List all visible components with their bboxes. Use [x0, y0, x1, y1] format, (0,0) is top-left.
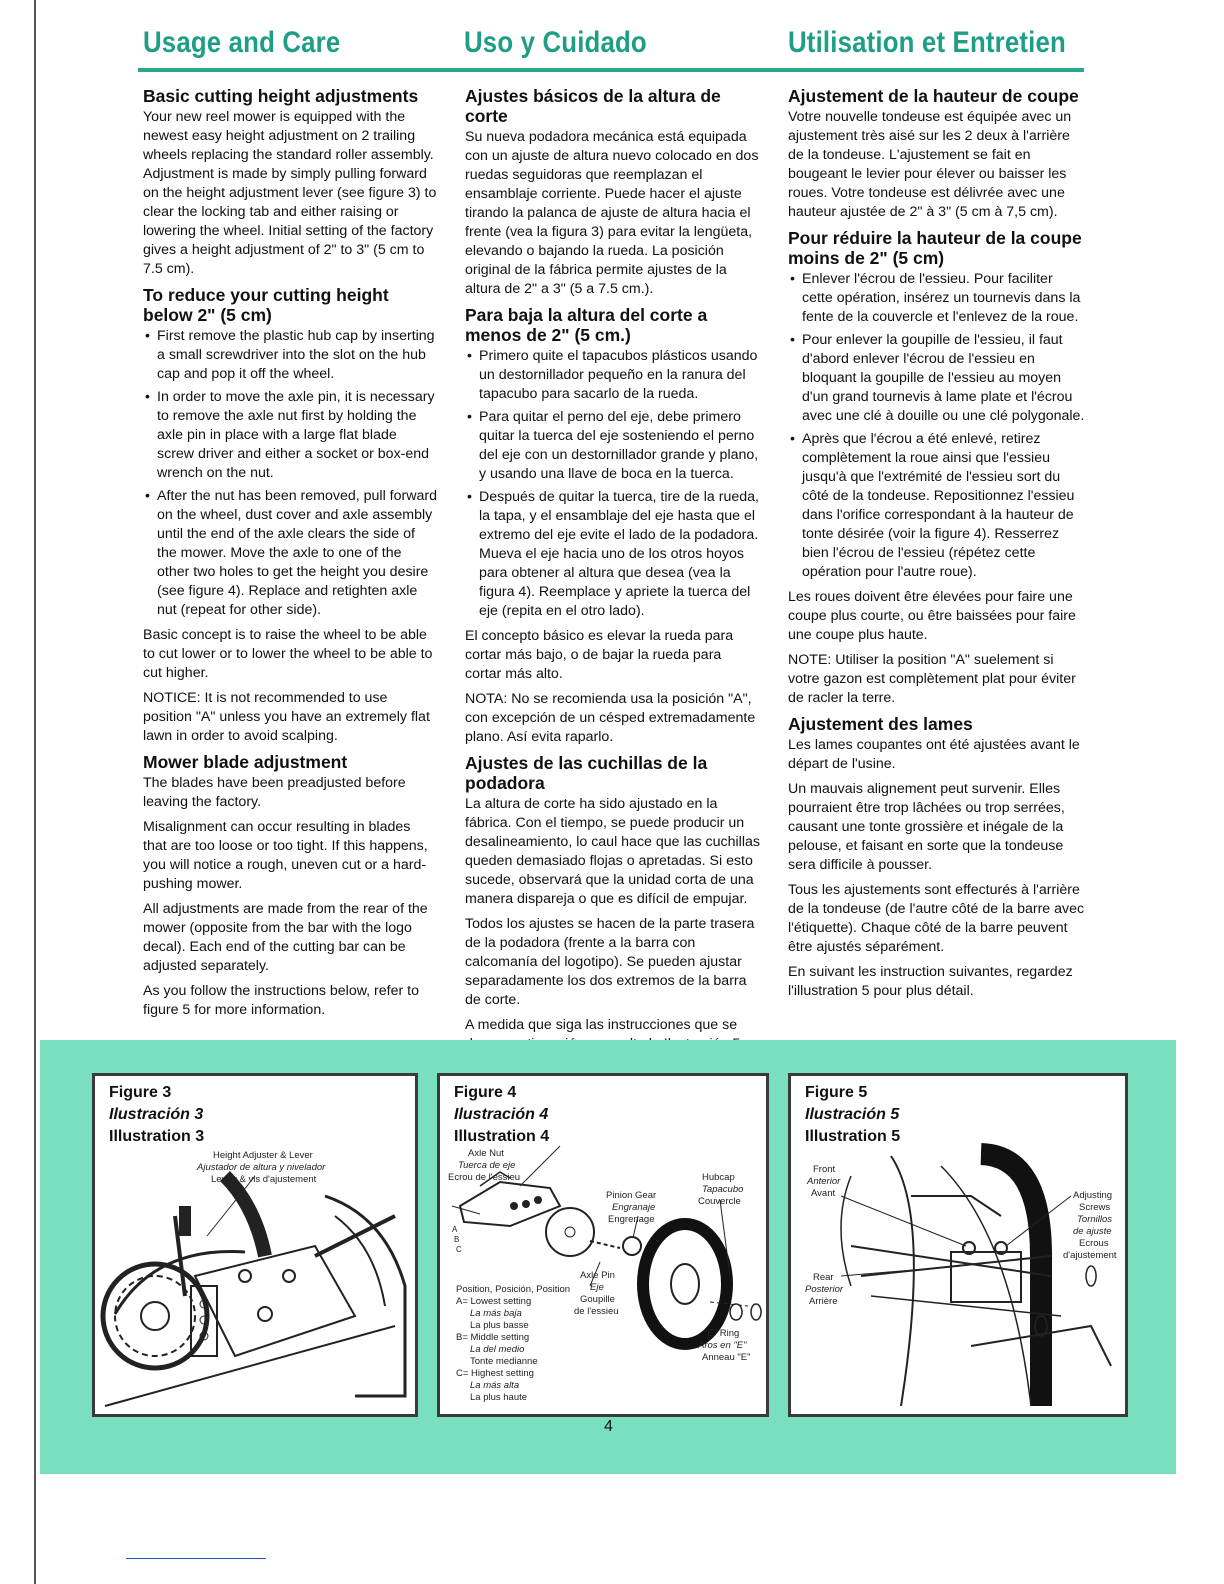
label-axle-pin-es: Eje [590, 1282, 604, 1293]
list-item: • Pour enlever la goupille de l'essieu, il faut d'abord enlever l'écrou de l'essieu en bloquant la goupille de l'essieu au moyen d'un grand tournevis à lame plate et l'écrou avec une clé à douille ou une clé polygonale. [802, 331, 1086, 426]
bullet-list [143, 327, 437, 620]
paragraph: Votre nouvelle tondeuse est équipée avec un ajustement très aisé sur les 2 deux à l'arrière de la tondeuse. L'ajustement se fait en bougeant le levier pour élever ou baisser les roues. Votre tondeuse est délivrée avec une hauteur ajustée de 2" à 3" (5 cm à 7,5 cm). [788, 109, 1072, 220]
label-position-a-es: La más baja [470, 1308, 522, 1319]
heading: Ajustes básicos de la altura de corte [465, 86, 721, 126]
paragraph: La altura de corte ha sido ajustado en la fábrica. Con el tiempo, se puede producir un desalineamiento, lo caul hace que las cuchillas queden demasiado flojas o apretadas. Si esto sucede, observará que la unidad corta de una manera dispareja o que es difícil de empujar. [465, 796, 760, 907]
list-item: • After the nut has been removed, pull forward on the wheel, dust cover and axle assembly until the end of the axle clears the side of the mower. Move the axle to one of the other two holes to get the height you desire (see figure 4). Replace and retighten axle nut (repeat for other side). [157, 487, 437, 620]
label-adjusting-screws-fr: Ecrous [1079, 1238, 1109, 1249]
header-english: Usage and Care [143, 26, 341, 59]
label-hubcap-es: Tapacubo [702, 1184, 744, 1195]
label-height-adjuster: Height Adjuster & Lever [213, 1150, 313, 1161]
figure-title: Figure 5 [805, 1084, 868, 1101]
paragraph: NOTA: No se recomienda usa la posición "A", con excepción de un césped extremadamente plano. Así evita raparlo. [465, 691, 756, 745]
paragraph: Todos los ajustes se hacen de la parte trasera de la podadora (frente a la barra con calcomanía del logotipo). Se pueden ajustar separadamente los dos extremos de la barra de corte. [465, 916, 755, 1008]
list-item: • Después de quitar la tuerca, tire de la rueda, la tapa, y el ensamblaje del eje hasta que el extremo del eje evite el lado de la podadora. Mueva el eje hacia uno de los otros hoyos para obtener al altura que desea (vea la figura 4). Reemplace y apriete la tuerca del eje (repita en el otro lado). [479, 488, 761, 621]
label-adjusting-screws-es: Tornillos [1077, 1214, 1113, 1225]
label-hubcap: Hubcap [702, 1172, 735, 1183]
bullet-list [465, 347, 761, 621]
figure-title-fr: Illustration 5 [805, 1128, 901, 1145]
heading: Mower blade adjustment [143, 752, 348, 772]
label-axle-nut-es: Tuerca de eje [458, 1160, 516, 1171]
label-axle-pin: Axle Pin [580, 1270, 615, 1281]
figure-title: Figure 3 [109, 1084, 172, 1101]
label-hole-b: B [454, 1235, 460, 1244]
paragraph: El concepto básico es elevar la rueda para cortar más bajo, o de bajar la rueda para cortar más alto. [465, 628, 734, 682]
heading: Para baja la altura del corte a menos de 2" (5 cm.) [465, 305, 708, 345]
footer-underline [126, 1558, 266, 1559]
bullet-list [788, 270, 1086, 582]
list-item: • Après que l'écrou a été enlevé, retirez complètement la roue ainsi que l'essieu jusqu'à que l'extrémité de l'essieu sort du côté de la tondeuse. Repositionnez l'essieu dans l'orifice correspondant à la hauteur de tonte désirée (voir la figure 4). Resserrez bien l'écrou de l'essieu (répétez cette opération pour l'autre roue). [802, 430, 1086, 582]
paragraph: En suivant les instruction suivantes, regardez l'illustration 5 pour plus détail. [788, 964, 1073, 999]
column-english [143, 86, 437, 1026]
label-rear-fr: Arrière [809, 1296, 838, 1307]
paragraph: As you follow the instructions below, refer to figure 5 for more information. [143, 983, 420, 1018]
paragraph: All adjustments are made from the rear of the mower (opposite from the bar with the logo decal). Each end of the cutting bar can be adjusted separately. [143, 901, 428, 974]
heading: Pour réduire la hauteur de la coupe moins de 2" (5 cm) [788, 228, 1082, 268]
header-french: Utilisation et Entretien [788, 26, 1066, 59]
paragraph: The blades have been preadjusted before leaving the factory. [143, 775, 406, 810]
label-position-b-fr: Tonte medianne [470, 1356, 538, 1367]
label-rear: Rear [813, 1272, 834, 1283]
figure-title-es: Ilustración 5 [805, 1106, 900, 1123]
label-position-c: C= Highest setting [456, 1368, 534, 1379]
figure-3 [92, 1073, 418, 1417]
list-item: • Enlever l'écrou de l'essieu. Pour faciliter cette opération, insérez un tournevis dans la fente de la couvercle et l'enlevez de la roue. [802, 270, 1086, 327]
header-rule [138, 68, 1084, 72]
heading: Ajustement de la hauteur de coupe [788, 86, 1079, 106]
column-spanish [465, 86, 761, 1079]
label-e-ring-es: Aros en "E" [698, 1340, 747, 1351]
label-axle-pin-fr-2: de l'essieu [574, 1306, 619, 1317]
paragraph: Les roues doivent être élevées pour faire une coupe plus courte, ou être baissées pour faire une coupe plus haute. [788, 589, 1076, 643]
label-rear-es: Posterior [805, 1284, 844, 1295]
figure-4 [437, 1073, 769, 1417]
label-hole-c: C [456, 1245, 462, 1254]
label-e-ring: "E" Ring [704, 1328, 740, 1339]
label-position-b: B= Middle setting [456, 1332, 530, 1343]
figure-title-fr: Illustration 4 [454, 1128, 550, 1145]
list-item: • Para quitar el perno del eje, debe primero quitar la tuerca del eje sosteniendo el perno del eje con un destornillador grande y plano, y usando una llave de boca en la tuerca. [479, 408, 761, 484]
label-axle-pin-fr: Goupille [580, 1294, 615, 1305]
label-axle-nut: Axle Nut [468, 1148, 504, 1159]
list-item: • First remove the plastic hub cap by inserting a small screwdriver into the slot on the hub cap and pop it off the wheel. [157, 327, 437, 384]
label-adjusting-screws-es-2: de ajuste [1073, 1226, 1112, 1237]
paragraph: A medida que siga las instrucciones que se [465, 1017, 738, 1033]
paragraph: Su nueva podadora mecánica está equipada con un ajuste de altura nuevo colocado en dos ruedas seguidoras que reemplazan el ensamblaje corriente. Puede hacer el ajuste tirando la palanca de ajuste de altura hacia el frente (vea la figura 3) para evitar la lengüeta, elevando o bajando la rueda. La posición original de la fábrica permite ajustes de la altura de 2" a 3" (5 a 7.5 cm.). [465, 129, 759, 297]
label-position: Position, Posición, Position [456, 1284, 571, 1295]
heading: Ajustement des lames [788, 714, 973, 734]
paragraph: Un mauvais alignement peut survenir. Elles pourraient être trop lâchées ou trop serrées, causant une tonte grossière et inégale de la pelouse, et faisant en sorte que la tondeuse sera difficile à pousser. [788, 781, 1065, 873]
label-pinion-gear-fr: Engrenage [608, 1214, 655, 1225]
label-front-fr: Avant [811, 1188, 836, 1199]
figure-title-es: Ilustración 3 [109, 1106, 204, 1123]
label-hubcap-fr: Couvercle [698, 1196, 741, 1207]
label-position-a-fr: La plus basse [470, 1320, 529, 1331]
heading: To reduce your cutting height below 2" (5 cm) [143, 285, 389, 325]
figure-5 [788, 1073, 1128, 1417]
label-front-es: Anterior [807, 1176, 841, 1187]
paragraph: Misalignment can occur resulting in blades that are too loose or too tight. If this happens, you will notice a rough, uneven cut or a hard-pushing mower. [143, 819, 428, 892]
header-spanish: Uso y Cuidado [464, 26, 647, 59]
paragraph: NOTICE: It is not recommended to use position "A" unless you have an extremely flat lawn in order to avoid scalping. [143, 690, 430, 744]
label-position-a: A= Lowest setting [456, 1296, 532, 1307]
label-adjusting-screws-2: Screws [1079, 1202, 1111, 1213]
column-french [788, 86, 1086, 1007]
label-adjusting-screws: Adjusting [1073, 1190, 1113, 1201]
label-pinion-gear-es: Engranaje [612, 1202, 656, 1213]
label-e-ring-fr: Anneau "E" [702, 1352, 751, 1363]
binding-edge [34, 0, 36, 1584]
label-position-c-fr: La plus haute [470, 1392, 528, 1403]
heading: Basic cutting height adjustments [143, 86, 419, 106]
label-adjusting-screws-fr-2: d'ajustement [1063, 1250, 1117, 1261]
heading: Ajustes de las cuchillas de la podadora [465, 753, 708, 793]
paragraph: NOTE: Utiliser la position "A" suelement si votre gazon est complètement plat pour éviter de racler la terre. [788, 652, 1076, 706]
page-number: 4 [604, 1418, 613, 1435]
figure-title: Figure 4 [454, 1084, 517, 1101]
label-axle-nut-fr: Ecrou de l'essieu [448, 1172, 521, 1183]
list-item: • Primero quite el tapacubos plásticos usando un destornillador pequeño en la ranura del tapacubo para sacarlo de la rueda. [479, 347, 761, 404]
label-position-b-es: La del medio [470, 1344, 525, 1355]
figure-title-fr: Illustration 3 [109, 1128, 205, 1145]
paragraph: Basic concept is to raise the wheel to be able to cut lower or to lower the wheel to be able to cut higher. [143, 627, 433, 681]
label-height-adjuster-fr: Levier & vis d'ajustement [211, 1174, 317, 1185]
label-pinion-gear: Pinion Gear [606, 1190, 657, 1201]
list-item: • In order to move the axle pin, it is necessary to remove the axle nut first by holding the axle pin in place with a large flat blade screw driver and either a socket or box-end wrench on the nut. [157, 388, 437, 483]
label-position-c-es: La más alta [470, 1380, 520, 1391]
label-hole-a: A [452, 1225, 458, 1234]
figure-title-es: Ilustración 4 [454, 1106, 549, 1123]
label-height-adjuster-es: Ajustador de altura y nivelador [197, 1162, 326, 1173]
paragraph: Tous les ajustements sont effecturés à l'arrière de la tondeuse (de l'autre côté de la barre avec l'étiquette). Chaque côté de la barre peuvent être ajustés séparément. [788, 882, 1085, 955]
label-front: Front [813, 1164, 836, 1175]
paragraph: Your new reel mower is equipped with the newest easy height adjustment on 2 trailing wheels replacing the standard roller assembly. Adjustment is made by simply pulling forward on the height adjustment lever (see figure 3) to clear the locking tab and either raising or lowering the wheel. Initial setting of the factory gives a height adjustment of 2" to 3" (5 cm to 7.5 cm). [143, 109, 437, 277]
paragraph: Les lames coupantes ont été ajustées avant le départ de l'usine. [788, 737, 1080, 772]
